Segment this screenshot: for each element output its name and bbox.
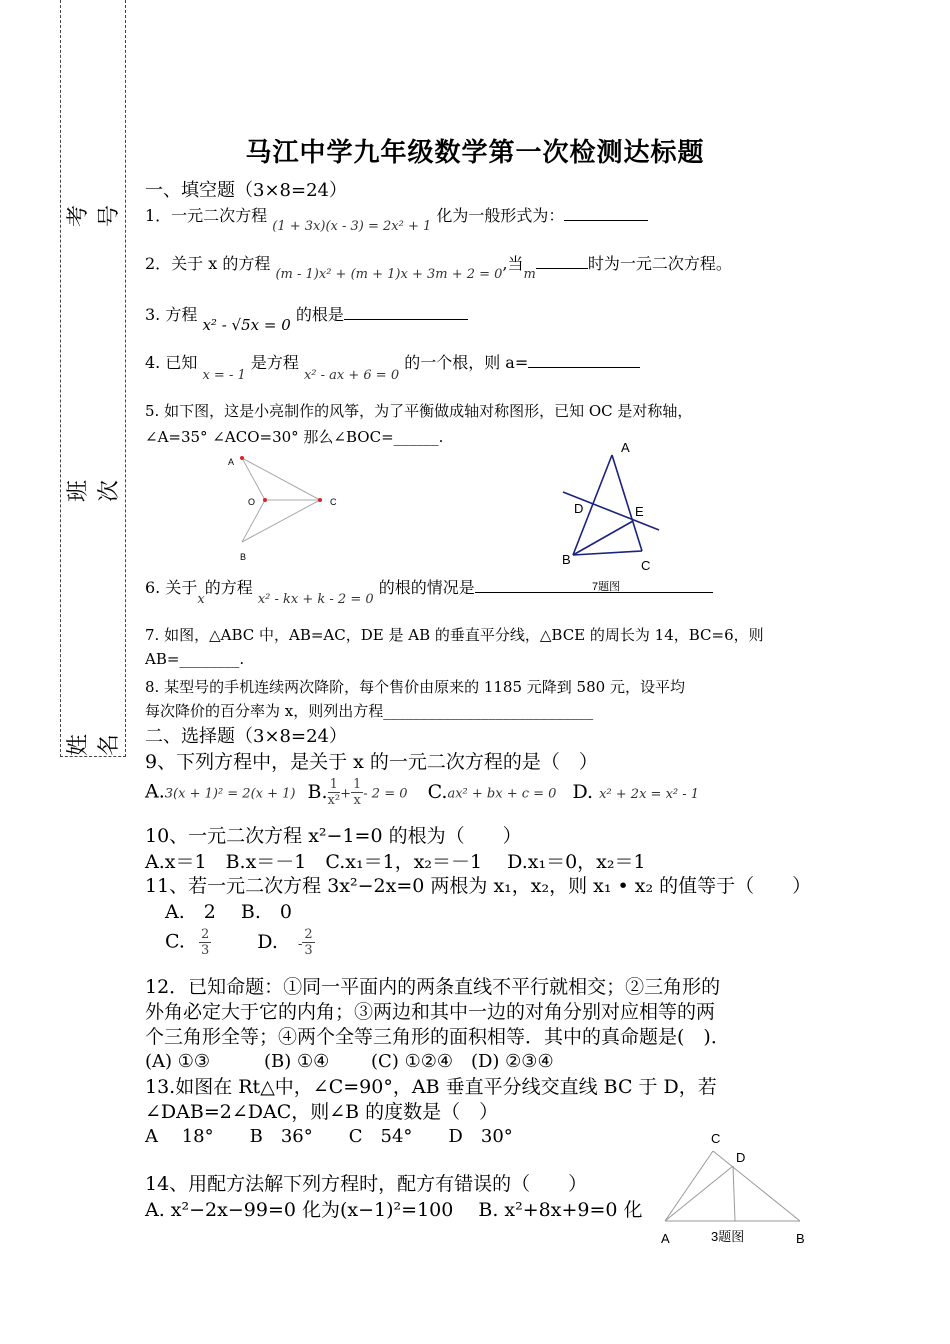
question-14-option-line: A. x²−2x−99=0 化为(x−1)²=100 B. x²+8x+9=0 化 [145, 1199, 643, 1221]
section-multiple-choice: 二、选择题（3×8=24） [145, 726, 347, 747]
q9-b-frac2: $\frac{1}{x}$ [353, 777, 362, 808]
tri13-label-a: A [661, 1231, 670, 1246]
question-6: 6. 关于$_x$的方程 $_{x^2 - kx + k - 2 = 0}$ 的根的情况是 [145, 575, 713, 598]
exam-number-label: 考号 [66, 205, 122, 228]
kite-figure [220, 450, 350, 565]
question-2: 2．关于 x 的方程 $_{(m - 1)x^2 + (m + 1)x + 3m + 2 = 0}$,当$_m$时为一元二次方程。 [145, 254, 732, 282]
question-11-options-cd: C. $\frac{2}{3}$ D. - $\frac{2}{3}$ [165, 927, 313, 958]
question-10-options: A.x＝1 B.x＝－1 C.x₁＝1，x₂＝－1 D.x₁＝0，x₂＝1 [145, 851, 646, 873]
tri7-label-c: C [641, 558, 651, 573]
tri7-label-a: A [621, 440, 630, 455]
question-11-options-ab: A. 2 B. 0 [165, 901, 292, 923]
question-4: 4. 已知 $_{x = - 1}$ 是方程 $_{x^2 - ax + 6 = 0}$ 的一个根，则 a= [145, 350, 640, 373]
question-13-line1: 13.如图在 Rt△中，∠C=90°，AB 垂直平分线交直线 BC 于 D，若 [145, 1076, 717, 1098]
kite-label-c: C [330, 497, 337, 507]
q9-b-frac1: $\frac{1}{\text{x²}}$ [327, 777, 341, 808]
question-7-line1: 7. 如图，△ABC 中，AB=AC，DE 是 AB 的垂直平分线，△BCE 的周长为 14，BC=6，则 [145, 626, 764, 644]
tri13-caption: 3题图 [711, 1229, 745, 1244]
question-12-options: (A) ①③ (B) ①④ (C) ①②④ (D) ②③④ [145, 1051, 554, 1072]
page-title: 马江中学九年级数学第一次检测达标题 [245, 138, 705, 168]
question-12-line2: 外角必定大于它的内角；③两边和其中一边的对角分别对应相等的两 [145, 1001, 716, 1023]
q11-c-frac: $\frac{2}{3}$ [200, 927, 210, 958]
class-label: 班次 [66, 480, 122, 503]
triangle-figure-q7 [555, 435, 675, 595]
name-label: 姓名 [66, 734, 122, 757]
question-5-line1: 5. 如下图，这是小亮制作的风筝，为了平衡做成轴对称图形，已知 OC 是对称轴， [145, 402, 693, 420]
kite-label-a: A [228, 457, 235, 467]
q11-d-frac: $\frac{2}{3}$ [304, 927, 313, 958]
tri7-label-b: B [562, 552, 571, 567]
triangle-figure-q13 [655, 1125, 815, 1250]
section-fill-in: 一、填空题（3×8=24） [145, 180, 347, 201]
question-9-options: A.3(x + 1)² = 2(x + 1) B. $\frac{1}{\text{x²}}$ + $\frac{1}{x}$ - 2 = 0 C.ax² + bx + c = 0 D. x² + 2x = x² - 1 [145, 777, 700, 808]
question-12-line3: 个三角形全等；④两个全等三角形的面积相等．其中的真命题是( )． [145, 1026, 730, 1048]
question-11-stem: 11、若一元二次方程 3x²−2x=0 两根为 x₁，x₂，则 x₁ • x₂ 的值等于（ ） [145, 875, 812, 897]
question-3: 3. 方程 x² - √5x = 0 的根是 [145, 302, 468, 325]
kite-label-o: O [248, 497, 256, 507]
tri7-caption: 7题图 [592, 581, 621, 593]
question-5-line2: ∠A=35° ∠ACO=30° 那么∠BOC=______. [145, 428, 444, 446]
question-7-line2: AB=________. [145, 650, 245, 668]
question-9-stem: 9、下列方程中，是关于 x 的一元二次方程的是（ ） [145, 751, 598, 773]
tri7-label-d: D [574, 501, 584, 516]
question-8-line1: 8. 某型号的手机连续两次降阶，每个售价由原来的 1185 元降到 580 元，设平均 [145, 678, 685, 696]
tri13-label-d: D [736, 1150, 746, 1165]
binding-strip [60, 0, 126, 757]
question-10-stem: 10、一元二次方程 x²−1=0 的根为（ ） [145, 825, 522, 847]
question-8-line2: 每次降价的百分率为 x，则列出方程____________________________ [145, 702, 594, 720]
kite-label-b: B [240, 552, 247, 562]
question-13-options: A 18° B 36° C 54° D 30° [145, 1126, 513, 1147]
question-12-line1: 12．已知命题：①同一平面内的两条直线不平行就相交；②三角形的 [145, 976, 721, 998]
question-14-stem: 14、用配方法解下列方程时，配方有错误的（ ） [145, 1173, 588, 1195]
question-13-line2: ∠DAB=2∠DAC，则∠B 的度数是（ ） [145, 1101, 499, 1123]
question-1: 1．一元二次方程 $_{(1 + 3x)(x - 3) = 2x^2 + 1}$ 化为一般形式为： [145, 203, 648, 226]
tri13-label-b: B [796, 1231, 805, 1246]
tri7-label-e: E [635, 504, 644, 519]
tri13-label-c: C [711, 1131, 721, 1146]
